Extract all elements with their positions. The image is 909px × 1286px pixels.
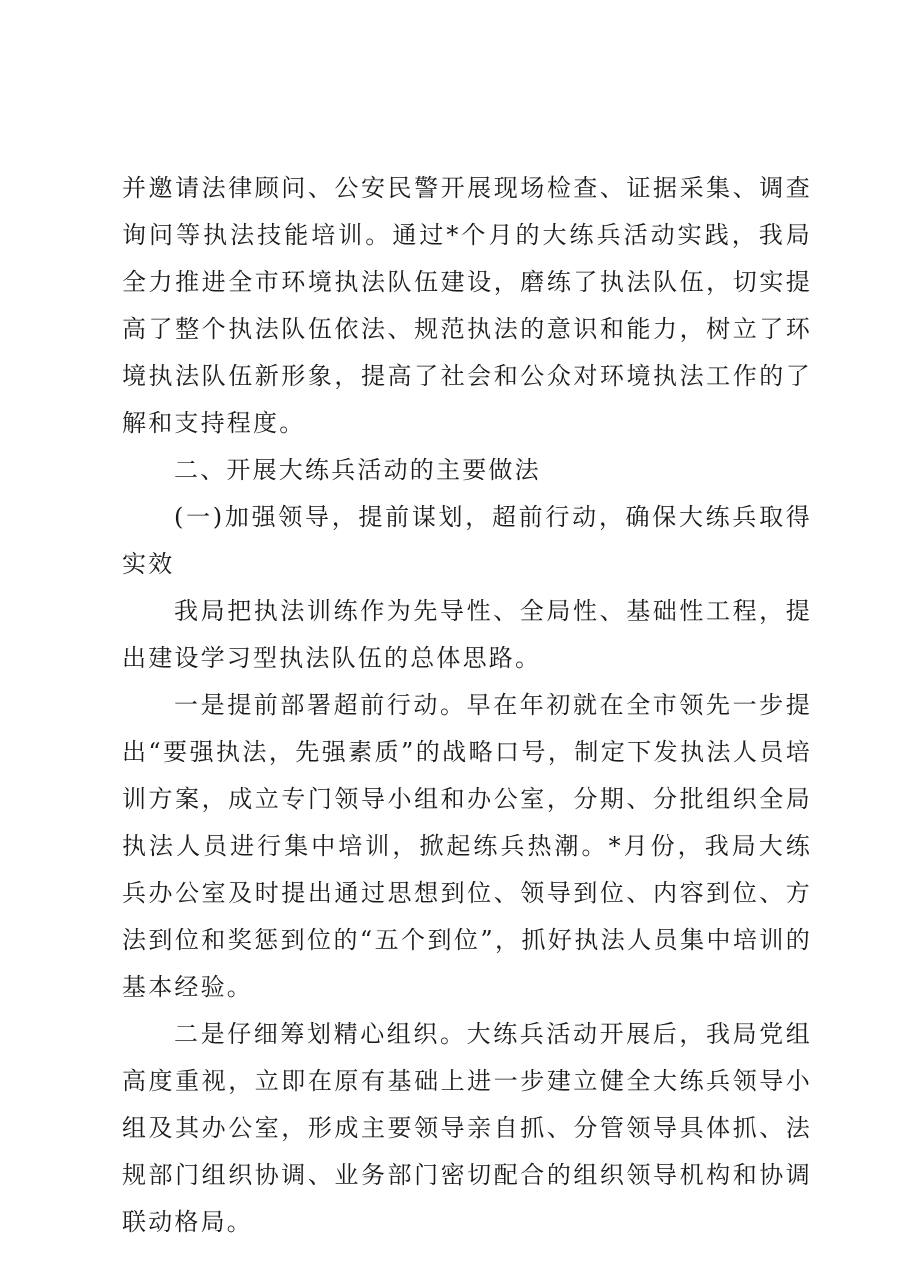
document-body	[122, 165, 812, 1246]
paragraph-point-two: 二是仔细筹划精心组织。大练兵活动开展后，我局党组高度重视，立即在原有基础上进一步建立健全大练兵领导小组及其办公室，形成主要领导亲自抓、分管领导具体抓、法规部门组织协调、业务部门密切配合的组织领导机构和协调联动格局。	[122, 1020, 812, 1236]
paragraph-continuation: 并邀请法律顾问、公安民警开展现场检查、证据采集、调查询问等执法技能培训。通过*个月的大练兵活动实践，我局全力推进全市环境执法队伍建设，磨练了执法队伍，切实提高了整个执法队伍依法、规范执法的意识和能力，树立了环境执法队伍新形象，提高了社会和公众对环境执法工作的了解和支持程度。	[122, 174, 812, 437]
paragraph-overview: 我局把执法训练作为先导性、全局性、基础性工程，提出建设学习型执法队伍的总体思路。	[122, 597, 812, 672]
section-heading: 二、开展大练兵活动的主要做法	[174, 456, 541, 484]
subsection-heading: (一)加强领导，提前谋划，超前行动，确保大练兵取得实效	[122, 503, 812, 578]
paragraph-point-one: 一是提前部署超前行动。早在年初就在全市领先一步提出“要强执法，先强素质”的战略口号，制定下发执法人员培训方案，成立专门领导小组和办公室，分期、分批组织全局执法人员进行集中培训，掀起练兵热潮。*月份，我局大练兵办公室及时提出通过思想到位、领导到位、内容到位、方法到位和奖惩到位的“五个到位”，抓好执法人员集中培训的基本经验。	[122, 691, 812, 1001]
